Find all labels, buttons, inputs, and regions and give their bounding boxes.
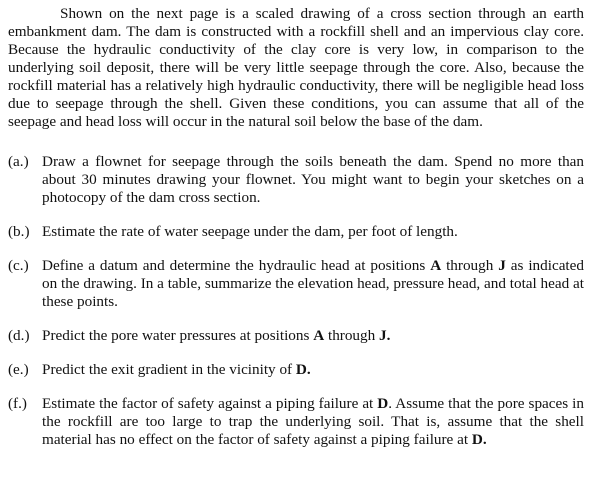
text-run: Estimate the rate of water seepage under the dam, per foot of length.	[42, 223, 458, 240]
question-label: (f.)	[8, 395, 27, 412]
question-label: (c.)	[8, 257, 29, 274]
question-f	[8, 395, 584, 449]
text-run: Draw a flownet for seepage through the soils beneath the dam. Spend no more than about 30 minutes drawing your flownet. You might want to begin your sketches on a photocopy of the dam cross section.	[42, 153, 584, 206]
position-label-bold: A	[430, 257, 442, 274]
question-list	[8, 153, 584, 449]
position-label-bold: J	[498, 257, 506, 274]
question-text	[42, 153, 584, 207]
question-label: (b.)	[8, 223, 30, 240]
text-run: as indicated on the drawing. In a table, summarize the elevation head, pressure head, and total head at these points.	[42, 257, 584, 310]
text-run: Predict the exit gradient in the vicinity of	[42, 361, 296, 378]
question-label: (e.)	[8, 361, 29, 378]
position-label-bold: D.	[295, 361, 311, 378]
question-text	[42, 395, 584, 449]
question-text	[42, 257, 584, 311]
text-run: Predict the pore water pressures at positions	[42, 327, 314, 344]
question-a	[8, 153, 584, 207]
text-run: . Assume that the pore spaces in the rockfill are too large to trap the underlying soil. That is, assume that the shell material has no effect on the factor of safety against a piping failure at	[42, 395, 584, 448]
position-label-bold: A	[313, 327, 325, 344]
question-b	[8, 223, 584, 241]
question-text	[42, 361, 584, 379]
text-run: through	[441, 257, 499, 274]
text-run: through	[324, 327, 380, 344]
text-run: Estimate the factor of safety against a piping failure at	[42, 395, 378, 412]
question-d	[8, 327, 584, 345]
position-label-bold: J.	[379, 327, 391, 344]
question-label: (d.)	[8, 327, 30, 344]
text-run: Define a datum and determine the hydraulic head at positions	[42, 257, 431, 274]
position-label-bold: D	[377, 395, 389, 412]
question-text	[42, 223, 584, 241]
position-label-bold: D.	[471, 431, 487, 448]
intro-paragraph: Shown on the next page is a scaled drawing of a cross section through an earth embankment dam. The dam is constructed with a rockfill shell and an impervious clay core. Because the hydraulic conductivity of the clay core is very low, in comparison to the underlying soil deposit, there will be very little seepage through the core. Also, because the rockfill material has a relatively high hydraulic conductivity, there will be negligible head loss due to seepage through the shell. Given these conditions, you can assume that all of the seepage and head loss will occur in the natural soil below the base of the dam.	[8, 5, 584, 130]
question-c	[8, 257, 584, 311]
question-e	[8, 361, 584, 379]
question-text	[42, 327, 584, 345]
question-label: (a.)	[8, 153, 29, 170]
